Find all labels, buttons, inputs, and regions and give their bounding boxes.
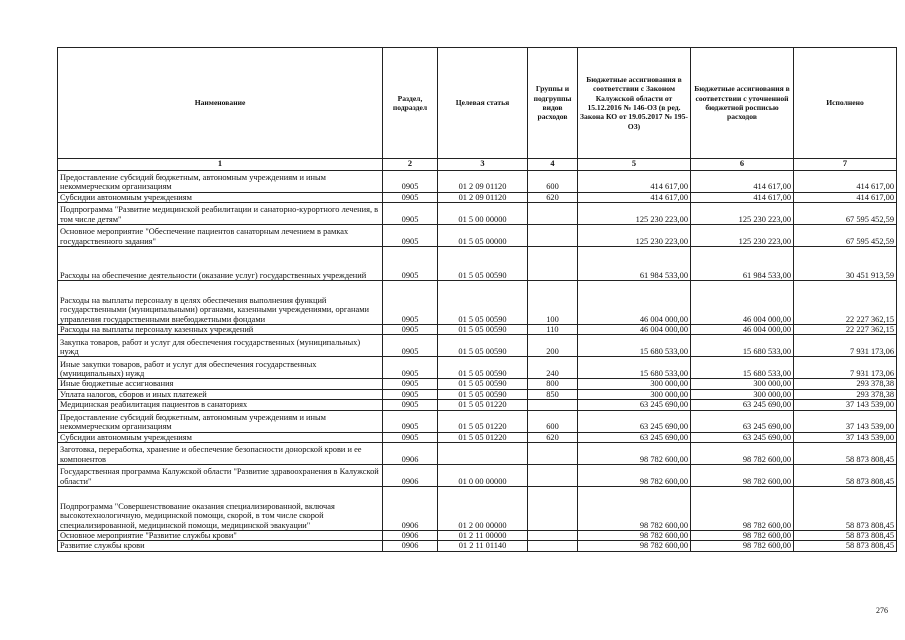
row-group — [528, 442, 578, 464]
header-budget-law: Бюджетные ассигнования в соответствии с Законом Калужской области от 15.12.2016 № 146-ОЗ (в ред. Закона КО от 19.05.2017 № 195-ОЗ) — [578, 48, 691, 159]
row-group — [528, 464, 578, 486]
table-row — [58, 400, 897, 410]
row-target: 01 5 05 00590 — [438, 379, 528, 389]
row-section: 0905 — [383, 335, 438, 357]
table-row — [58, 541, 897, 551]
table-row — [58, 410, 897, 432]
row-budget-law: 63 245 690,00 — [578, 400, 691, 410]
row-target: 01 5 05 00590 — [438, 324, 528, 334]
row-budget-refined: 63 245 690,00 — [691, 400, 794, 410]
row-budget-refined: 15 680 533,00 — [691, 357, 794, 379]
row-name: Подпрограмма "Совершенствование оказания специализированной, включая высокотехнологичную, медицинской помощи, скорой, в том числе скорой специализированной, медицинской помощи, медицинской эвакуации" — [58, 486, 383, 530]
row-name: Закупка товаров, работ и услуг для обеспечения государственных (муниципальных) нужд — [58, 335, 383, 357]
row-target — [438, 442, 528, 464]
row-group: 620 — [528, 432, 578, 442]
row-budget-refined: 46 004 000,00 — [691, 324, 794, 334]
table-row — [58, 335, 897, 357]
row-group — [528, 400, 578, 410]
row-budget-refined: 15 680 533,00 — [691, 335, 794, 357]
row-group: 600 — [528, 170, 578, 192]
table-row — [58, 246, 897, 280]
column-number: 4 — [528, 159, 578, 171]
table-row — [58, 357, 897, 379]
row-executed: 58 873 808,45 — [794, 442, 897, 464]
row-group: 110 — [528, 324, 578, 334]
row-section: 0905 — [383, 357, 438, 379]
row-executed: 67 595 452,59 — [794, 224, 897, 246]
row-budget-law: 98 782 600,00 — [578, 486, 691, 530]
row-budget-law: 414 617,00 — [578, 192, 691, 202]
table-row — [58, 324, 897, 334]
row-name: Расходы на выплаты персоналу казенных учреждений — [58, 324, 383, 334]
budget-table — [57, 47, 897, 552]
row-budget-refined: 125 230 223,00 — [691, 224, 794, 246]
row-budget-refined: 414 617,00 — [691, 170, 794, 192]
row-name: Расходы на обеспечение деятельности (оказание услуг) государственных учреждений — [58, 246, 383, 280]
row-executed: 37 143 539,00 — [794, 432, 897, 442]
row-section: 0905 — [383, 202, 438, 224]
row-section: 0905 — [383, 224, 438, 246]
row-name: Заготовка, переработка, хранение и обеспечение безопасности донорской крови и ее компонентов — [58, 442, 383, 464]
column-number: 2 — [383, 159, 438, 171]
row-budget-refined: 300 000,00 — [691, 379, 794, 389]
row-executed: 7 931 173,06 — [794, 357, 897, 379]
row-name: Медицинская реабилитация пациентов в санаториях — [58, 400, 383, 410]
row-name: Иные бюджетные ассигнования — [58, 379, 383, 389]
table-row — [58, 202, 897, 224]
row-budget-refined: 46 004 000,00 — [691, 280, 794, 324]
row-target: 01 2 00 00000 — [438, 486, 528, 530]
row-executed: 58 873 808,45 — [794, 530, 897, 540]
row-budget-law: 15 680 533,00 — [578, 335, 691, 357]
table-row — [58, 432, 897, 442]
row-executed: 22 227 362,15 — [794, 280, 897, 324]
row-target: 01 2 09 01120 — [438, 170, 528, 192]
row-budget-law: 63 245 690,00 — [578, 432, 691, 442]
row-executed: 293 378,38 — [794, 379, 897, 389]
row-budget-refined: 414 617,00 — [691, 192, 794, 202]
row-section: 0906 — [383, 541, 438, 551]
row-name: Субсидии автономным учреждениям — [58, 192, 383, 202]
row-budget-law: 98 782 600,00 — [578, 464, 691, 486]
row-section: 0905 — [383, 379, 438, 389]
row-budget-law: 300 000,00 — [578, 389, 691, 399]
row-target: 01 5 05 01220 — [438, 432, 528, 442]
table-row — [58, 379, 897, 389]
row-section: 0905 — [383, 410, 438, 432]
row-name: Иные закупки товаров, работ и услуг для обеспечения государственных (муниципальных) нужд — [58, 357, 383, 379]
row-target: 01 5 05 00590 — [438, 357, 528, 379]
row-section: 0906 — [383, 442, 438, 464]
row-budget-law: 46 004 000,00 — [578, 324, 691, 334]
row-budget-refined: 98 782 600,00 — [691, 442, 794, 464]
row-target: 01 5 05 01220 — [438, 400, 528, 410]
row-group: 100 — [528, 280, 578, 324]
row-section: 0905 — [383, 324, 438, 334]
table-row — [58, 224, 897, 246]
row-budget-refined: 98 782 600,00 — [691, 541, 794, 551]
page-number: 276 — [876, 606, 888, 615]
row-budget-refined: 300 000,00 — [691, 389, 794, 399]
row-budget-refined: 61 984 533,00 — [691, 246, 794, 280]
row-group — [528, 202, 578, 224]
row-executed: 30 451 913,59 — [794, 246, 897, 280]
row-budget-refined: 63 245 690,00 — [691, 410, 794, 432]
header-target: Целевая статья — [438, 48, 528, 159]
row-name: Субсидии автономным учреждениям — [58, 432, 383, 442]
table-row — [58, 486, 897, 530]
row-group — [528, 541, 578, 551]
table-body — [58, 170, 897, 551]
header-row — [58, 48, 897, 159]
row-target: 01 5 05 00590 — [438, 280, 528, 324]
column-number: 7 — [794, 159, 897, 171]
row-section: 0905 — [383, 280, 438, 324]
row-executed: 414 617,00 — [794, 192, 897, 202]
row-budget-refined: 98 782 600,00 — [691, 530, 794, 540]
row-section: 0905 — [383, 170, 438, 192]
row-budget-refined: 98 782 600,00 — [691, 464, 794, 486]
row-target: 01 5 05 00590 — [438, 335, 528, 357]
header-section: Раздел, подраздел — [383, 48, 438, 159]
row-section: 0905 — [383, 389, 438, 399]
row-name: Предоставление субсидий бюджетным, автономным учреждениям и иным некоммерческим организациям — [58, 170, 383, 192]
row-name: Основное мероприятие "Развитие службы крови" — [58, 530, 383, 540]
row-budget-law: 414 617,00 — [578, 170, 691, 192]
column-number: 6 — [691, 159, 794, 171]
row-group: 800 — [528, 379, 578, 389]
row-target: 01 2 11 01140 — [438, 541, 528, 551]
row-group: 240 — [528, 357, 578, 379]
row-target: 01 5 05 00590 — [438, 389, 528, 399]
row-executed: 22 227 362,15 — [794, 324, 897, 334]
column-number-row — [58, 159, 897, 171]
table-row — [58, 280, 897, 324]
row-target: 01 2 09 01120 — [438, 192, 528, 202]
row-name: Развитие службы крови — [58, 541, 383, 551]
row-name: Расходы на выплаты персоналу в целях обеспечения выполнения функций государственными (муниципальными) органами, казенными учреждениями, органами управления государственными внебюджетными фондами — [58, 280, 383, 324]
row-target: 01 5 05 01220 — [438, 410, 528, 432]
row-section: 0905 — [383, 400, 438, 410]
table-row — [58, 170, 897, 192]
table-row — [58, 442, 897, 464]
row-executed: 414 617,00 — [794, 170, 897, 192]
row-target: 01 5 00 00000 — [438, 202, 528, 224]
row-section: 0905 — [383, 192, 438, 202]
row-executed: 67 595 452,59 — [794, 202, 897, 224]
row-section: 0905 — [383, 246, 438, 280]
row-group: 850 — [528, 389, 578, 399]
row-budget-refined: 125 230 223,00 — [691, 202, 794, 224]
row-budget-law: 63 245 690,00 — [578, 410, 691, 432]
row-budget-refined: 98 782 600,00 — [691, 486, 794, 530]
row-target: 01 2 11 00000 — [438, 530, 528, 540]
row-budget-law: 61 984 533,00 — [578, 246, 691, 280]
row-name: Подпрограмма "Развитие медицинской реабилитации и санаторно-курортного лечения, в том числе детям" — [58, 202, 383, 224]
row-budget-law: 15 680 533,00 — [578, 357, 691, 379]
row-budget-law: 300 000,00 — [578, 379, 691, 389]
header-executed: Исполнено — [794, 48, 897, 159]
row-target: 01 5 05 00590 — [438, 246, 528, 280]
column-number: 5 — [578, 159, 691, 171]
table-row — [58, 464, 897, 486]
row-group: 600 — [528, 410, 578, 432]
table-row — [58, 530, 897, 540]
row-executed: 7 931 173,06 — [794, 335, 897, 357]
row-group — [528, 224, 578, 246]
column-number: 1 — [58, 159, 383, 171]
row-budget-law: 98 782 600,00 — [578, 541, 691, 551]
row-executed: 58 873 808,45 — [794, 541, 897, 551]
row-executed: 293 378,38 — [794, 389, 897, 399]
row-executed: 58 873 808,45 — [794, 464, 897, 486]
row-budget-refined: 63 245 690,00 — [691, 432, 794, 442]
row-budget-law: 46 004 000,00 — [578, 280, 691, 324]
row-group — [528, 530, 578, 540]
row-target: 01 5 05 00000 — [438, 224, 528, 246]
row-group — [528, 486, 578, 530]
row-group — [528, 246, 578, 280]
row-section: 0906 — [383, 530, 438, 540]
row-name: Предоставление субсидий бюджетным, автономным учреждениям и иным некоммерческим организациям — [58, 410, 383, 432]
row-executed: 37 143 539,00 — [794, 410, 897, 432]
row-budget-law: 98 782 600,00 — [578, 442, 691, 464]
row-name: Основное мероприятие "Обеспечение пациентов санаторным лечением в рамках государственного задания" — [58, 224, 383, 246]
row-name: Уплата налогов, сборов и иных платежей — [58, 389, 383, 399]
row-name: Государственная программа Калужской области "Развитие здравоохранения в Калужской области" — [58, 464, 383, 486]
row-group: 620 — [528, 192, 578, 202]
header-name: Наименование — [58, 48, 383, 159]
header-budget-refined: Бюджетные ассигнования в соответствии с уточненной бюджетной росписью расходов — [691, 48, 794, 159]
row-budget-law: 98 782 600,00 — [578, 530, 691, 540]
row-budget-law: 125 230 223,00 — [578, 224, 691, 246]
row-executed: 37 143 539,00 — [794, 400, 897, 410]
row-target: 01 0 00 00000 — [438, 464, 528, 486]
row-group: 200 — [528, 335, 578, 357]
column-number: 3 — [438, 159, 528, 171]
row-section: 0906 — [383, 464, 438, 486]
row-executed: 58 873 808,45 — [794, 486, 897, 530]
row-section: 0905 — [383, 432, 438, 442]
header-groups: Группы и подгруппы видов расходов — [528, 48, 578, 159]
row-section: 0906 — [383, 486, 438, 530]
table-row — [58, 192, 897, 202]
row-budget-law: 125 230 223,00 — [578, 202, 691, 224]
table-row — [58, 389, 897, 399]
